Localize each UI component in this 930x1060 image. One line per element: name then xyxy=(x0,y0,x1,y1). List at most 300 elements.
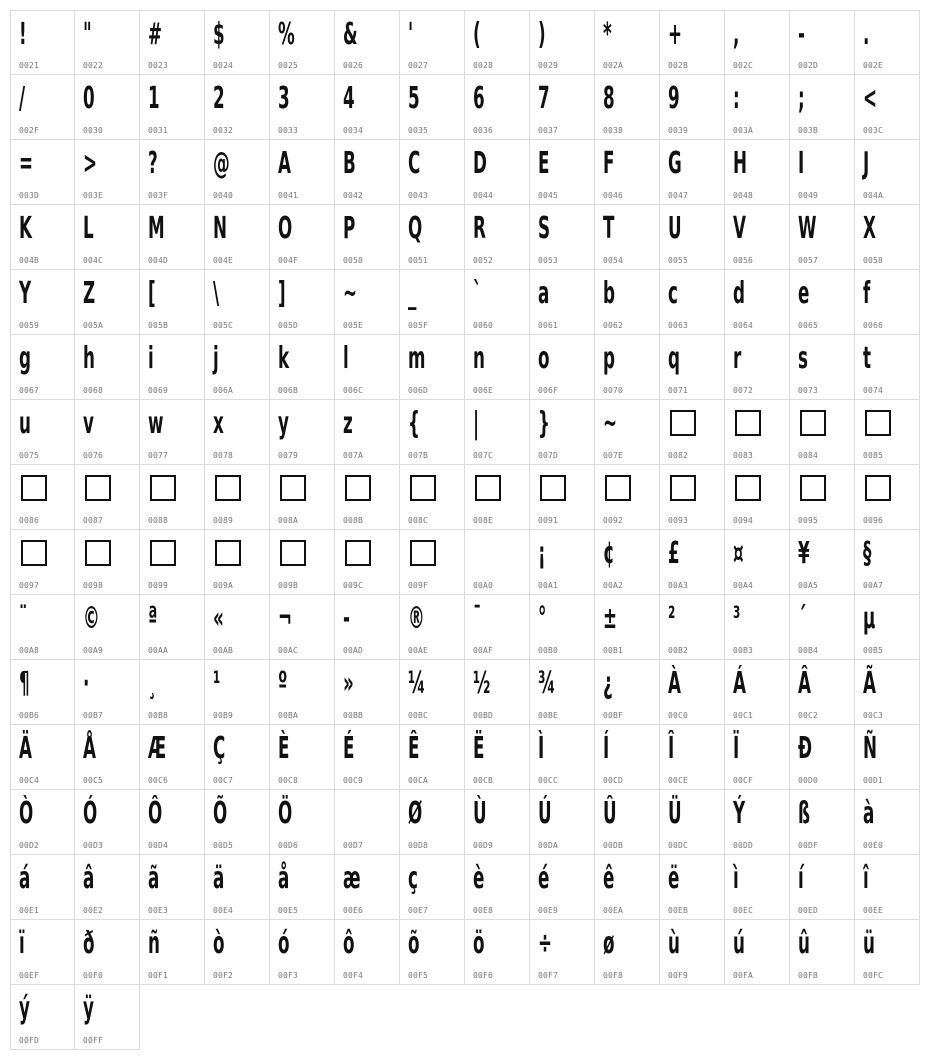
glyph-grid xyxy=(10,10,920,1050)
glyph-code: 00EC xyxy=(733,906,754,915)
glyph-cell xyxy=(75,530,140,595)
glyph-char: I xyxy=(798,146,805,181)
glyph-code: 00B5 xyxy=(863,646,884,655)
glyph-char: õ xyxy=(408,926,420,961)
glyph-code: 00B6 xyxy=(19,711,40,720)
glyph-code: 00E2 xyxy=(83,906,104,915)
glyph-cell xyxy=(465,660,530,725)
glyph-char: Ð xyxy=(798,731,813,766)
glyph-cell xyxy=(790,465,855,530)
glyph-char: _ xyxy=(408,276,417,311)
glyph-cell xyxy=(660,855,725,920)
glyph-code: 0030 xyxy=(83,126,104,135)
glyph-cell xyxy=(855,790,920,855)
glyph-cell xyxy=(335,790,400,855)
glyph-char: ¢ xyxy=(603,536,615,571)
glyph-char: 3 xyxy=(278,81,290,116)
glyph-cell xyxy=(75,205,140,270)
glyph-code: 00F2 xyxy=(213,971,234,980)
glyph-code: 00F5 xyxy=(408,971,429,980)
glyph-code: 00C7 xyxy=(213,776,234,785)
glyph-cell xyxy=(335,465,400,530)
glyph-code: 003E xyxy=(83,191,104,200)
glyph-cell xyxy=(725,400,790,465)
glyph-cell xyxy=(75,140,140,205)
glyph-code: 00E8 xyxy=(473,906,494,915)
glyph-code: 005D xyxy=(278,321,299,330)
glyph-cell xyxy=(75,790,140,855)
glyph-code: 00D7 xyxy=(343,841,364,850)
glyph-char: > xyxy=(83,146,98,181)
glyph-cell xyxy=(465,400,530,465)
glyph-cell xyxy=(595,140,660,205)
glyph-char: l xyxy=(343,341,349,376)
glyph-code: 0055 xyxy=(668,256,689,265)
glyph-char: % xyxy=(278,17,295,52)
glyph-cell xyxy=(595,790,660,855)
glyph-code: 0031 xyxy=(148,126,169,135)
glyph-char: P xyxy=(343,211,356,246)
glyph-code: 00CC xyxy=(538,776,559,785)
glyph-cell xyxy=(140,270,205,335)
glyph-code: 0060 xyxy=(473,321,494,330)
glyph-code: 0070 xyxy=(603,386,624,395)
glyph-code: 004B xyxy=(19,256,40,265)
glyph-code: 00C8 xyxy=(278,776,299,785)
glyph-char: G xyxy=(668,146,682,181)
glyph-code: 002B xyxy=(668,61,689,70)
glyph-char: ª xyxy=(148,601,158,636)
glyph-char: R xyxy=(473,211,486,246)
glyph-cell xyxy=(400,660,465,725)
glyph-char: Y xyxy=(19,276,32,311)
glyph-char: î xyxy=(863,861,869,896)
glyph-char: ' xyxy=(408,17,414,52)
glyph-cell xyxy=(530,595,595,660)
glyph-char: é xyxy=(538,861,550,896)
glyph-char: g xyxy=(19,341,31,376)
glyph-code: 002E xyxy=(863,61,884,70)
glyph-cell xyxy=(790,530,855,595)
glyph-char: å xyxy=(278,861,290,896)
glyph-char: 6 xyxy=(473,81,485,116)
glyph-char: b xyxy=(603,276,615,311)
glyph-cell xyxy=(725,270,790,335)
glyph-char: t xyxy=(863,341,872,376)
glyph-cell xyxy=(10,10,75,75)
glyph-code: 0056 xyxy=(733,256,754,265)
glyph-char: ù xyxy=(668,926,680,961)
glyph-char: É xyxy=(343,731,355,766)
glyph-char: ä xyxy=(213,861,225,896)
glyph-code: 00D0 xyxy=(798,776,819,785)
glyph-char: ¬ xyxy=(278,601,293,636)
glyph-cell xyxy=(335,75,400,140)
glyph-code: 00A0 xyxy=(473,581,494,590)
glyph-code: 0051 xyxy=(408,256,429,265)
glyph-code: 0097 xyxy=(19,581,40,590)
glyph-char: À xyxy=(668,666,681,701)
glyph-cell xyxy=(140,465,205,530)
glyph-cell xyxy=(75,10,140,75)
glyph-code: 005C xyxy=(213,321,234,330)
glyph-code: 00CB xyxy=(473,776,494,785)
glyph-cell xyxy=(465,335,530,400)
glyph-char: ² xyxy=(668,601,676,636)
glyph-cell xyxy=(140,790,205,855)
glyph-code: 00D4 xyxy=(148,841,169,850)
glyph-code: 00B0 xyxy=(538,646,559,655)
glyph-code: 0093 xyxy=(668,516,689,525)
glyph-code: 0078 xyxy=(213,451,234,460)
glyph-cell xyxy=(205,530,270,595)
glyph-cell xyxy=(465,855,530,920)
glyph-code: 00FA xyxy=(733,971,754,980)
glyph-char: K xyxy=(19,211,32,246)
glyph-code: 00BD xyxy=(473,711,494,720)
glyph-code: 0074 xyxy=(863,386,884,395)
glyph-cell xyxy=(335,140,400,205)
glyph-code: 0043 xyxy=(408,191,429,200)
glyph-cell xyxy=(335,10,400,75)
glyph-code: 00FD xyxy=(19,1036,40,1045)
glyph-cell xyxy=(140,530,205,595)
glyph-cell xyxy=(530,140,595,205)
glyph-code: 0040 xyxy=(213,191,234,200)
glyph-cell xyxy=(400,400,465,465)
glyph-code: 0048 xyxy=(733,191,754,200)
glyph-cell xyxy=(530,335,595,400)
glyph-cell xyxy=(725,465,790,530)
missing-glyph-box xyxy=(865,410,891,436)
glyph-cell xyxy=(205,75,270,140)
glyph-char: ] xyxy=(278,276,286,311)
glyph-cell xyxy=(140,140,205,205)
glyph-cell xyxy=(660,335,725,400)
glyph-char: £ xyxy=(668,536,680,571)
glyph-code: 0054 xyxy=(603,256,624,265)
glyph-cell xyxy=(140,920,205,985)
glyph-char: ¡ xyxy=(538,536,546,571)
glyph-code: 00D8 xyxy=(408,841,429,850)
glyph-cell xyxy=(10,595,75,660)
glyph-char: | xyxy=(473,406,480,441)
glyph-cell xyxy=(660,75,725,140)
glyph-code: 0089 xyxy=(213,516,234,525)
glyph-char: ÿ xyxy=(83,991,94,1026)
glyph-code: 00DC xyxy=(668,841,689,850)
glyph-code: 0033 xyxy=(278,126,299,135)
glyph-cell xyxy=(790,140,855,205)
glyph-cell xyxy=(660,790,725,855)
glyph-cell xyxy=(855,725,920,790)
missing-glyph-box xyxy=(670,475,696,501)
glyph-code: 0047 xyxy=(668,191,689,200)
glyph-char: Å xyxy=(83,731,96,766)
glyph-cell xyxy=(75,400,140,465)
glyph-cell xyxy=(660,660,725,725)
glyph-code: 0076 xyxy=(83,451,104,460)
missing-glyph-box xyxy=(475,475,501,501)
glyph-char: D xyxy=(473,146,487,181)
glyph-char: O xyxy=(278,211,293,246)
glyph-char: } xyxy=(538,406,550,441)
glyph-cell xyxy=(725,595,790,660)
glyph-char: - xyxy=(343,601,350,636)
glyph-char: 1 xyxy=(148,81,160,116)
glyph-cell xyxy=(270,205,335,270)
glyph-cell xyxy=(790,270,855,335)
glyph-code: 0050 xyxy=(343,256,364,265)
glyph-char: ³ xyxy=(733,601,741,636)
glyph-char: @ xyxy=(213,146,230,181)
glyph-code: 008B xyxy=(343,516,364,525)
glyph-char: Æ xyxy=(148,731,167,766)
glyph-code: 0045 xyxy=(538,191,559,200)
glyph-code: 0084 xyxy=(798,451,819,460)
glyph-cell xyxy=(465,595,530,660)
glyph-code: 0083 xyxy=(733,451,754,460)
glyph-cell xyxy=(400,725,465,790)
glyph-char: µ xyxy=(863,601,876,636)
glyph-cell xyxy=(205,270,270,335)
glyph-cell xyxy=(595,465,660,530)
glyph-code: 00C9 xyxy=(343,776,364,785)
glyph-code: 0025 xyxy=(278,61,299,70)
glyph-char: W xyxy=(798,211,817,246)
glyph-code: 0085 xyxy=(863,451,884,460)
glyph-cell xyxy=(75,335,140,400)
glyph-cell xyxy=(270,660,335,725)
glyph-code: 0024 xyxy=(213,61,234,70)
glyph-char: ú xyxy=(733,926,745,961)
missing-glyph-box xyxy=(85,540,111,566)
glyph-code: 00F4 xyxy=(343,971,364,980)
glyph-cell xyxy=(10,270,75,335)
glyph-char: ± xyxy=(603,601,618,636)
glyph-code: 006C xyxy=(343,386,364,395)
glyph-cell xyxy=(270,855,335,920)
glyph-cell xyxy=(790,205,855,270)
glyph-char: Ê xyxy=(408,731,420,766)
glyph-code: 0049 xyxy=(798,191,819,200)
glyph-cell xyxy=(465,725,530,790)
glyph-cell xyxy=(140,75,205,140)
glyph-cell xyxy=(530,920,595,985)
glyph-cell xyxy=(205,335,270,400)
glyph-code: 00F8 xyxy=(603,971,624,980)
glyph-cell xyxy=(270,335,335,400)
glyph-cell xyxy=(465,205,530,270)
glyph-code: 00F0 xyxy=(83,971,104,980)
glyph-code: 00B2 xyxy=(668,646,689,655)
glyph-code: 0073 xyxy=(798,386,819,395)
glyph-char: ½ xyxy=(473,666,491,701)
glyph-char: ø xyxy=(603,926,615,961)
glyph-cell xyxy=(465,465,530,530)
glyph-code: 00ED xyxy=(798,906,819,915)
glyph-cell xyxy=(530,855,595,920)
glyph-code: 00A2 xyxy=(603,581,624,590)
glyph-code: 00DD xyxy=(733,841,754,850)
glyph-code: 008A xyxy=(278,516,299,525)
glyph-code: 002F xyxy=(19,126,40,135)
glyph-char: y xyxy=(278,406,289,441)
glyph-cell xyxy=(400,920,465,985)
glyph-code: 00FF xyxy=(83,1036,104,1045)
missing-glyph-box xyxy=(150,540,176,566)
glyph-code: 0061 xyxy=(538,321,559,330)
glyph-cell xyxy=(725,660,790,725)
glyph-code: 0044 xyxy=(473,191,494,200)
glyph-char: Ý xyxy=(733,796,746,831)
glyph-char: Ü xyxy=(668,796,682,831)
glyph-char: ì xyxy=(733,861,739,896)
glyph-code: 0091 xyxy=(538,516,559,525)
missing-glyph-box xyxy=(280,475,306,501)
glyph-code: 007C xyxy=(473,451,494,460)
glyph-char: ® xyxy=(408,601,425,636)
glyph-code: 0046 xyxy=(603,191,624,200)
glyph-char: u xyxy=(19,406,31,441)
glyph-cell xyxy=(140,400,205,465)
glyph-char: - xyxy=(798,17,805,52)
glyph-char: n xyxy=(473,341,485,376)
glyph-cell xyxy=(725,530,790,595)
glyph-cell xyxy=(595,335,660,400)
glyph-char: N xyxy=(213,211,228,246)
glyph-cell xyxy=(75,75,140,140)
glyph-cell xyxy=(270,140,335,205)
glyph-char: , xyxy=(733,17,740,52)
glyph-code: 006F xyxy=(538,386,559,395)
glyph-cell xyxy=(465,790,530,855)
glyph-cell xyxy=(75,725,140,790)
missing-glyph-box xyxy=(735,410,761,436)
glyph-code: 0059 xyxy=(19,321,40,330)
glyph-char: ô xyxy=(343,926,355,961)
glyph-code: 00DF xyxy=(798,841,819,850)
glyph-cell xyxy=(75,465,140,530)
glyph-code: 00AD xyxy=(343,646,364,655)
glyph-code: 007A xyxy=(343,451,364,460)
glyph-char: ã xyxy=(148,861,160,896)
glyph-cell xyxy=(270,400,335,465)
glyph-cell xyxy=(270,790,335,855)
glyph-char: û xyxy=(798,926,810,961)
missing-glyph-box xyxy=(21,540,47,566)
glyph-code: 00A7 xyxy=(863,581,884,590)
glyph-char: h xyxy=(83,341,95,376)
glyph-code: 0028 xyxy=(473,61,494,70)
glyph-char: f xyxy=(863,276,871,311)
glyph-code: 005F xyxy=(408,321,429,330)
glyph-code: 005E xyxy=(343,321,364,330)
glyph-char: è xyxy=(473,861,485,896)
glyph-code: 00D2 xyxy=(19,841,40,850)
glyph-cell xyxy=(10,335,75,400)
glyph-code: 00F7 xyxy=(538,971,559,980)
missing-glyph-box xyxy=(410,475,436,501)
glyph-cell xyxy=(205,465,270,530)
glyph-cell xyxy=(855,75,920,140)
glyph-char: S xyxy=(538,211,551,246)
glyph-char: Á xyxy=(733,666,746,701)
glyph-char: Õ xyxy=(213,796,228,831)
glyph-char: j xyxy=(213,341,219,376)
glyph-code: 00B9 xyxy=(213,711,234,720)
glyph-code: 00C2 xyxy=(798,711,819,720)
missing-glyph-box xyxy=(21,475,47,501)
glyph-char: ß xyxy=(798,796,811,831)
glyph-code: 003A xyxy=(733,126,754,135)
glyph-char: Ä xyxy=(19,731,32,766)
glyph-cell xyxy=(10,205,75,270)
glyph-cell xyxy=(855,335,920,400)
glyph-char: ) xyxy=(538,17,546,52)
glyph-cell xyxy=(400,530,465,595)
glyph-code: 00E6 xyxy=(343,906,364,915)
glyph-char: \ xyxy=(213,276,220,311)
glyph-char: Q xyxy=(408,211,423,246)
glyph-cell xyxy=(660,465,725,530)
glyph-cell xyxy=(790,10,855,75)
glyph-cell xyxy=(335,335,400,400)
glyph-char: Ë xyxy=(473,731,485,766)
glyph-code: 00CE xyxy=(668,776,689,785)
glyph-cell xyxy=(465,270,530,335)
glyph-char: $ xyxy=(213,17,225,52)
glyph-char: Ò xyxy=(19,796,34,831)
glyph-code: 00A1 xyxy=(538,581,559,590)
glyph-cell xyxy=(465,530,530,595)
glyph-cell xyxy=(270,530,335,595)
glyph-char: ü xyxy=(863,926,875,961)
glyph-char: ¥ xyxy=(798,536,810,571)
glyph-code: 0096 xyxy=(863,516,884,525)
glyph-char: æ xyxy=(343,861,361,896)
glyph-cell xyxy=(75,660,140,725)
missing-glyph-box xyxy=(865,475,891,501)
glyph-code: 0086 xyxy=(19,516,40,525)
glyph-code: 00F9 xyxy=(668,971,689,980)
glyph-cell xyxy=(270,270,335,335)
glyph-char: Î xyxy=(668,731,675,766)
glyph-code: 008C xyxy=(408,516,429,525)
missing-glyph-box xyxy=(85,475,111,501)
glyph-char: k xyxy=(278,341,290,376)
glyph-char: ¹ xyxy=(213,666,221,701)
glyph-cell xyxy=(790,595,855,660)
glyph-code: 00C1 xyxy=(733,711,754,720)
glyph-code: 00BA xyxy=(278,711,299,720)
glyph-code: 0029 xyxy=(538,61,559,70)
glyph-code: 0058 xyxy=(863,256,884,265)
glyph-code: 0021 xyxy=(19,61,40,70)
glyph-char: ` xyxy=(473,276,482,311)
glyph-cell xyxy=(530,660,595,725)
glyph-code: 003C xyxy=(863,126,884,135)
glyph-cell xyxy=(205,790,270,855)
glyph-char: J xyxy=(863,146,870,181)
glyph-char: d xyxy=(733,276,745,311)
glyph-char: ï xyxy=(19,926,25,961)
glyph-char: F xyxy=(603,146,615,181)
glyph-char: E xyxy=(538,146,550,181)
glyph-char: 5 xyxy=(408,81,420,116)
glyph-code: 0032 xyxy=(213,126,234,135)
glyph-code: 0023 xyxy=(148,61,169,70)
